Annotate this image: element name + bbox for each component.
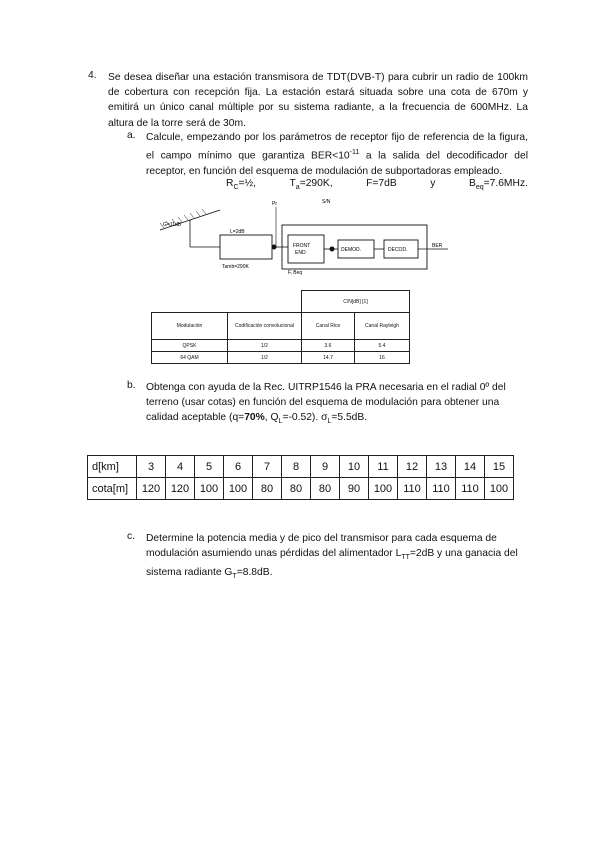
receiver-block-diagram bbox=[150, 195, 450, 285]
question-4-statement: Se desea diseñar una estación transmisora de TDT(DVB-T) para cubrir un radio de 100km de cobertura con recepción fija. La estación estará situada sobre una cota de 670m y emitirá un único canal múltiple por su sistema radiante, a la frecuencia de 600MHz. La altura de la torre será de 30m. bbox=[108, 72, 528, 129]
tamb-label: Tamb=290K bbox=[222, 264, 249, 270]
header-modulacion: Modulación bbox=[152, 313, 228, 340]
param-y: y bbox=[430, 178, 436, 189]
svg-text:FRONT: FRONT bbox=[293, 243, 311, 249]
frontend-box bbox=[288, 235, 324, 263]
table-row: 64 QAM 1/2 14.7 16 bbox=[152, 352, 410, 364]
param-ta: $T_a=290K$, bbox=[289, 178, 333, 192]
ber-label: BER bbox=[432, 243, 443, 249]
subquestion-c-label: c. bbox=[127, 531, 136, 542]
param-f: F=7dB bbox=[366, 178, 397, 189]
subquestion-b bbox=[127, 380, 528, 430]
sn-label: S/N bbox=[322, 199, 331, 205]
subquestion-a bbox=[127, 130, 528, 179]
elevation-header: cota[m] bbox=[88, 478, 137, 500]
header-codificacion: Codificación convolucional bbox=[228, 313, 302, 340]
cn-header: C/N[dB] [1] bbox=[302, 291, 410, 313]
subquestion-c bbox=[127, 531, 528, 585]
table-row: d[km] 3 4 5 6 7 8 9 10 11 12 13 14 15 bbox=[88, 456, 514, 478]
svg-text:END: END bbox=[295, 250, 306, 256]
feq-label: F, Beq bbox=[288, 270, 303, 276]
header-canal-rayleigh: Canal Rayleigh bbox=[355, 313, 410, 340]
subquestion-b-text: Obtenga con ayuda de la Rec. UITRP1546 la PRA necesaria en el radial 0º del terreno (usar cotas) en función del esquema de modulación para obtener una calidad aceptable (q=70%, $Q_L=-0.52$). $\sigma_L=5.5dB$. bbox=[146, 382, 506, 426]
subquestion-a-label: a. bbox=[127, 130, 136, 141]
table-row: cota[m] 120 120 100 100 80 80 80 90 100 110 110 110 100 bbox=[88, 478, 514, 500]
question-number: 4. bbox=[88, 70, 97, 81]
cable-box bbox=[220, 235, 272, 259]
param-rc: $R_C=\frac{1}{2}$, bbox=[226, 178, 256, 192]
svg-text:DECOD.: DECOD. bbox=[388, 247, 408, 253]
question-4 bbox=[88, 70, 528, 131]
subquestion-b-label: b. bbox=[127, 380, 136, 391]
distance-header: d[km] bbox=[88, 456, 137, 478]
header-canal-rice: Canal Rice bbox=[302, 313, 355, 340]
svg-text:DEMOD.: DEMOD. bbox=[341, 247, 361, 253]
param-beq: $B_{eq}=7.6MHz$. bbox=[468, 178, 528, 192]
terrain-elevation-table bbox=[87, 455, 514, 500]
pr-label: Pr bbox=[272, 201, 277, 207]
cable-label: L=2dB bbox=[230, 229, 245, 235]
receiver-parameters bbox=[226, 176, 528, 195]
subquestion-a-text: Calcule, empezando por los parámetros de receptor fijo de referencia de la figura, el campo mínimo que garantiza $BER<10^{-11}$ a la salida del decodificador del receptor, en función del esquema de modulación de subportadoras empleado. bbox=[146, 132, 528, 177]
table-row: QPSK 1/2 3.6 5.4 bbox=[152, 340, 410, 352]
modulation-cn-table bbox=[151, 290, 410, 364]
subquestion-c-text: Determine la potencia media y de pico del transmisor para cada esquema de modulación asumiendo unas pérdidas del alimentador $L_{TT}=2dB$ y una ganacia del sistema radiante $G_T=8.8dB$. bbox=[146, 533, 518, 581]
antenna-gain-label: G=11dB bbox=[163, 222, 182, 228]
